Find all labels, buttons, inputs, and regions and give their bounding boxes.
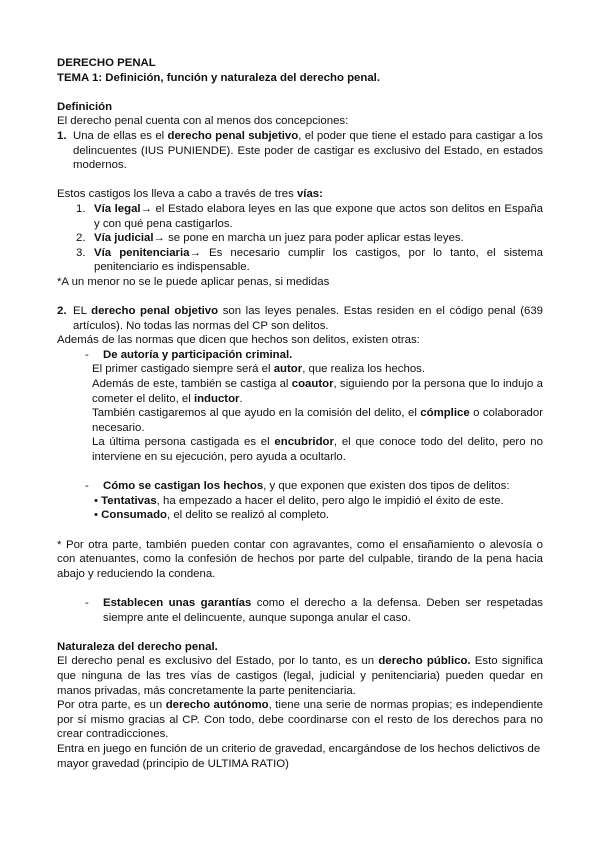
paragraph-agravantes: * Por otra parte, también pueden contar con agravantes, como el ensañamiento o alevosía o con atenuantes, como la confesión de hechos por parte del culpable, tirando de la pena hacia abajo y reduciendo la condena.	[57, 538, 543, 580]
note-menor: *A un menor no se le puede aplicar penas, si medidas	[57, 275, 330, 288]
bullet-tentativas: • Tentativas, ha empezado a hacer el delito, pero algo le impidió el éxito de este.	[94, 494, 504, 507]
paragraph-derecho-autonomo: Por otra parte, es un derecho autónomo, tiene una serie de normas propias; es independiente por sí mismo gracias al CP. Con todo, debe coordinarse con el resto de los derechos para no crear contradicciones.	[57, 699, 543, 741]
paragraph-objetivo: EL derecho penal objetivo son las leyes penales. Estas residen en el código penal (639 artículos). No todas las normas del CP son delitos.	[73, 305, 543, 332]
paragraph-encubridor: La última persona castigada es el encubridor, el que conoce todo del delito, pero no interviene en su ejecución, pero ayuda a ocultarlo.	[92, 436, 543, 464]
dash-item-garantias	[57, 596, 543, 625]
document-title: DERECHO PENAL	[57, 57, 156, 69]
bullet-icon: •	[94, 494, 98, 507]
list-number: 2.	[76, 232, 86, 245]
bullet-icon: •	[94, 509, 98, 522]
castigan-bullets	[57, 494, 543, 523]
vias-intro: Estos castigos los lleva a cabo a través de tres vías:	[57, 188, 323, 201]
document-body	[57, 56, 543, 771]
paragraph-autor: El primer castigado siempre será el autor, que realiza los hechos.	[92, 363, 426, 376]
list-item-via-judicial: 2. Vía judicial→ se pone en marcha un juez para poder aplicar estas leyes.	[76, 232, 464, 245]
bullet-consumado: • Consumado, el delito se realizó al completo.	[94, 509, 330, 522]
list-number: 3.	[76, 246, 86, 259]
dash-marker: -	[85, 596, 89, 609]
paragraph-derecho-publico: El derecho penal es exclusivo del Estado, por lo tanto, es un derecho público. Esto significa que ninguna de las tres vías de castigos (legal, judicial y penitenciaria) pueden quedar en manos privadas, más concretamente la parte penitenciaria.	[57, 655, 543, 697]
dash-marker: -	[85, 348, 89, 361]
list-item-subjetivo	[57, 129, 543, 173]
list-item-via-legal: 1. Vía legal→ el Estado elabora leyes en las que expone que actos son delitos en España y con qué pena castigarlos.	[76, 202, 543, 230]
paragraph-ademas: Además de las normas que dicen que hechos son delitos, existen otras:	[57, 334, 420, 347]
list-item-via-penitenciaria: 3. Vía penitenciaria→ Es necesario cumplir los castigos, por lo tanto, el sistema penitenciario es indispensable.	[76, 246, 543, 274]
dash-marker: -	[85, 480, 89, 493]
list-number: 1.	[76, 202, 86, 215]
dash-item-autoria	[57, 348, 543, 363]
list-number: 2.	[57, 305, 67, 318]
castigan-heading: Cómo se castigan los hechos, y que exponen que existen dos tipos de delitos:	[103, 480, 510, 493]
naturaleza-heading: Naturaleza del derecho penal.	[57, 640, 218, 653]
autoria-heading: De autoría y participación criminal.	[103, 348, 293, 361]
dash-item-castigan	[57, 479, 543, 494]
list-number: 1.	[57, 129, 67, 142]
list-item-objetivo	[57, 304, 543, 333]
definicion-intro: El derecho penal cuenta con al menos dos concepciones:	[57, 115, 349, 128]
paragraph-garantias: Establecen unas garantías como el derecho a la defensa. Deben ser respetadas siempre ante el delincuente, aunque suponga anular el caso.	[103, 596, 543, 624]
paragraph-complice: También castigaremos al que ayudo en la comisión del delito, el cómplice o colaborador necesario.	[92, 407, 544, 434]
autoria-body	[57, 362, 543, 464]
paragraph-coautor: Además de este, también se castiga al coautor, siguiendo por la persona que lo indujo a cometer el delito, el inductor.	[92, 378, 543, 405]
definicion-heading: Definición	[57, 100, 113, 113]
paragraph-subjetivo: Una de ellas es el derecho penal subjetivo, el poder que tiene el estado para castigar a los delincuentes (IUS PUNIENDE). Este poder de castigar es exclusivo del Estado, en estados modernos.	[73, 129, 543, 172]
document-subtitle: TEMA 1: Definición, función y naturaleza del derecho penal.	[57, 71, 380, 84]
paragraph-ultima-ratio: Entra en juego en función de un criterio de gravedad, encargándose de los hechos delictivos de mayor gravedad (principio de ULTIMA RATIO)	[57, 742, 541, 770]
